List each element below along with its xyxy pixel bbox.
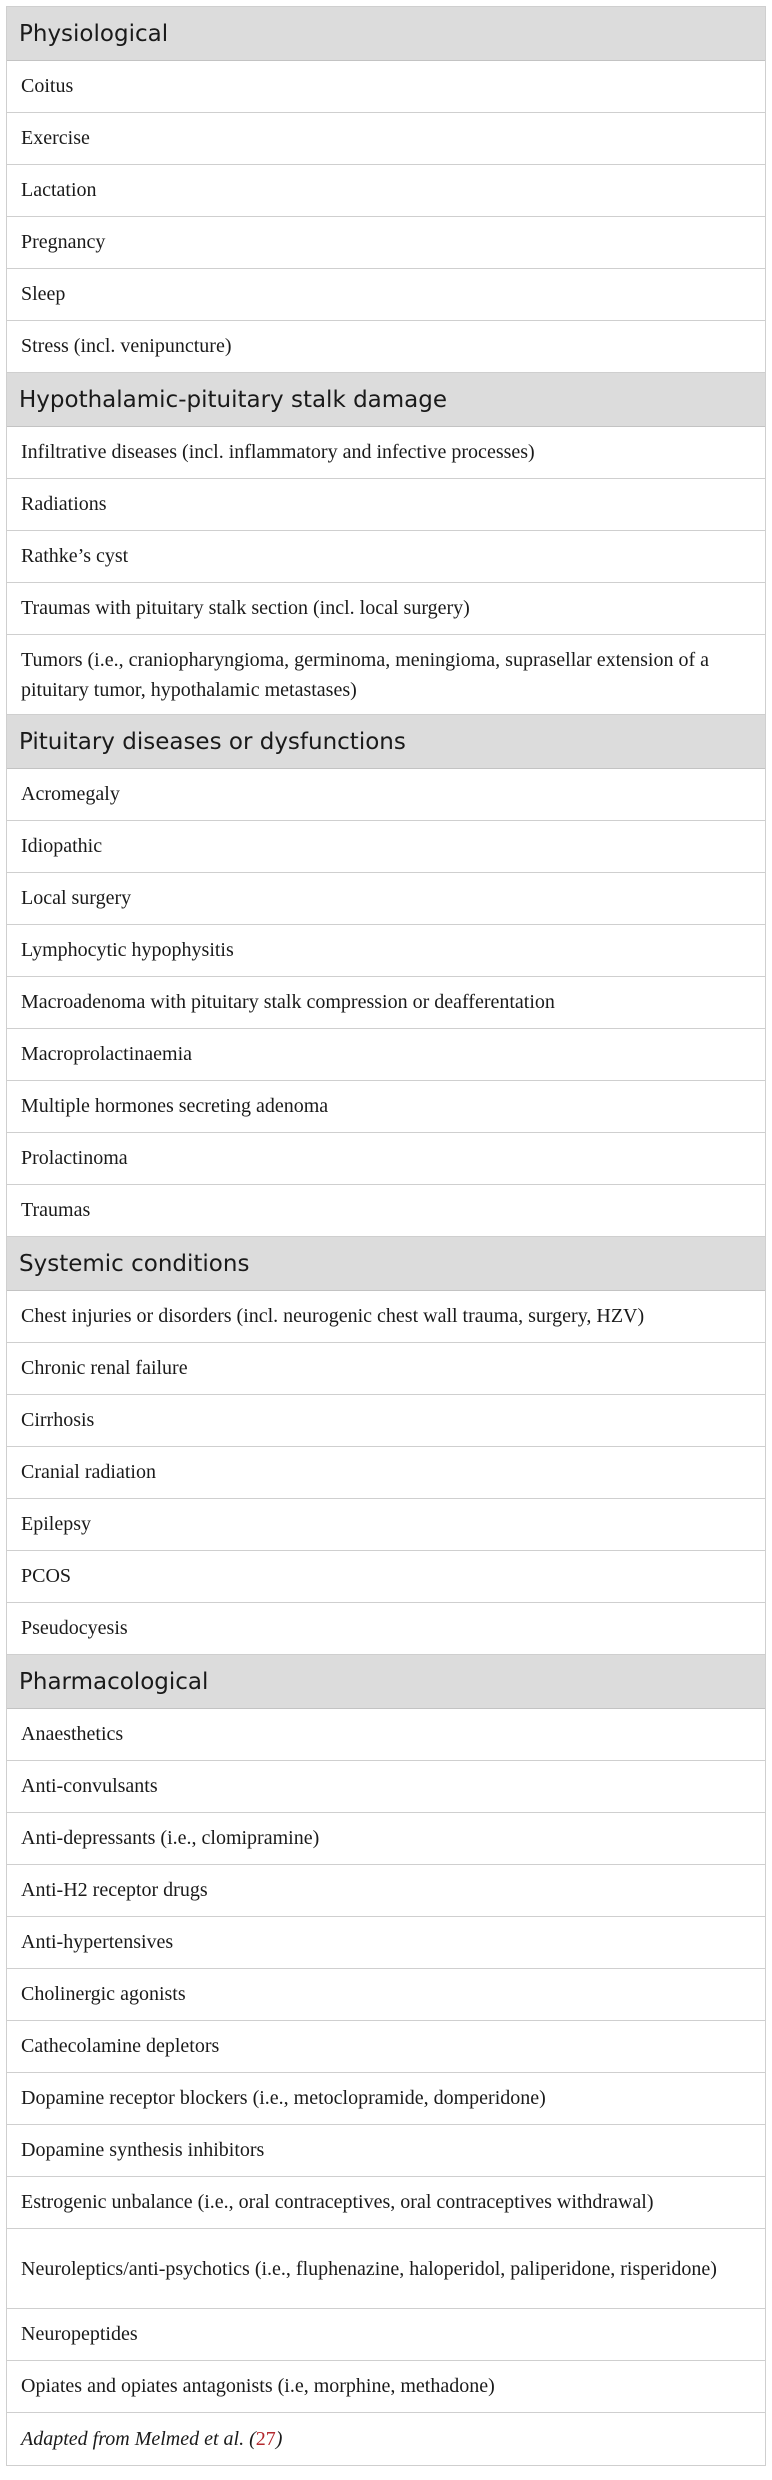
table-row: Cathecolamine depletors — [7, 2021, 765, 2073]
table-row: Tumors (i.e., craniopharyngioma, germinoma, meningioma, suprasellar extension of a pituitary tumor, hypothalamic metastases) — [7, 635, 765, 715]
table-row: Acromegaly — [7, 769, 765, 821]
table-row: Exercise — [7, 113, 765, 165]
table-row: Stress (incl. venipuncture) — [7, 321, 765, 373]
table-row: Macroadenoma with pituitary stalk compression or deafferentation — [7, 977, 765, 1029]
table-row: Multiple hormones secreting adenoma — [7, 1081, 765, 1133]
section-header-pharmacological: Pharmacological — [7, 1655, 765, 1709]
table-row: Pregnancy — [7, 217, 765, 269]
table-row: Neuroleptics/anti-psychotics (i.e., fluphenazine, haloperidol, paliperidone, risperidone) — [7, 2229, 765, 2309]
table-row: Rathke’s cyst — [7, 531, 765, 583]
causes-table — [6, 6, 766, 2466]
table-row: Traumas with pituitary stalk section (incl. local surgery) — [7, 583, 765, 635]
table-row: Radiations — [7, 479, 765, 531]
table-row: Local surgery — [7, 873, 765, 925]
section-header-systemic-conditions: Systemic conditions — [7, 1237, 765, 1291]
table-row: Chest injuries or disorders (incl. neurogenic chest wall trauma, surgery, HZV) — [7, 1291, 765, 1343]
footnote-text: Adapted from Melmed et al. ( — [21, 2427, 256, 2450]
table-row: Anti-hypertensives — [7, 1917, 765, 1969]
section-header-physiological: Physiological — [7, 7, 765, 61]
table-row: Anti-convulsants — [7, 1761, 765, 1813]
table-row: Pseudocyesis — [7, 1603, 765, 1655]
section-header-pituitary-diseases: Pituitary diseases or dysfunctions — [7, 715, 765, 769]
table-row: Idiopathic — [7, 821, 765, 873]
table-row: Sleep — [7, 269, 765, 321]
table-row: Estrogenic unbalance (i.e., oral contraceptives, oral contraceptives withdrawal) — [7, 2177, 765, 2229]
table-row: Macroprolactinaemia — [7, 1029, 765, 1081]
table-footnote — [7, 2413, 765, 2465]
table-row: Chronic renal failure — [7, 1343, 765, 1395]
table-row: Neuropeptides — [7, 2309, 765, 2361]
table-row: Anti-H2 receptor drugs — [7, 1865, 765, 1917]
table-row: Cholinergic agonists — [7, 1969, 765, 2021]
table-row: Lymphocytic hypophysitis — [7, 925, 765, 977]
table-row: Anti-depressants (i.e., clomipramine) — [7, 1813, 765, 1865]
table-row: Coitus — [7, 61, 765, 113]
table-row: Infiltrative diseases (incl. inflammatory and infective processes) — [7, 427, 765, 479]
table-row: Dopamine receptor blockers (i.e., metoclopramide, domperidone) — [7, 2073, 765, 2125]
reference-link[interactable]: 27 — [255, 2427, 276, 2450]
table-row: Prolactinoma — [7, 1133, 765, 1185]
table-row: Anaesthetics — [7, 1709, 765, 1761]
section-header-stalk-damage: Hypothalamic-pituitary stalk damage — [7, 373, 765, 427]
table-row: PCOS — [7, 1551, 765, 1603]
table-row: Cirrhosis — [7, 1395, 765, 1447]
table-row: Dopamine synthesis inhibitors — [7, 2125, 765, 2177]
table-row: Opiates and opiates antagonists (i.e, morphine, methadone) — [7, 2361, 765, 2413]
table-row: Cranial radiation — [7, 1447, 765, 1499]
table-row: Lactation — [7, 165, 765, 217]
footnote-close: ) — [275, 2427, 283, 2450]
table-row: Traumas — [7, 1185, 765, 1237]
table-row: Epilepsy — [7, 1499, 765, 1551]
